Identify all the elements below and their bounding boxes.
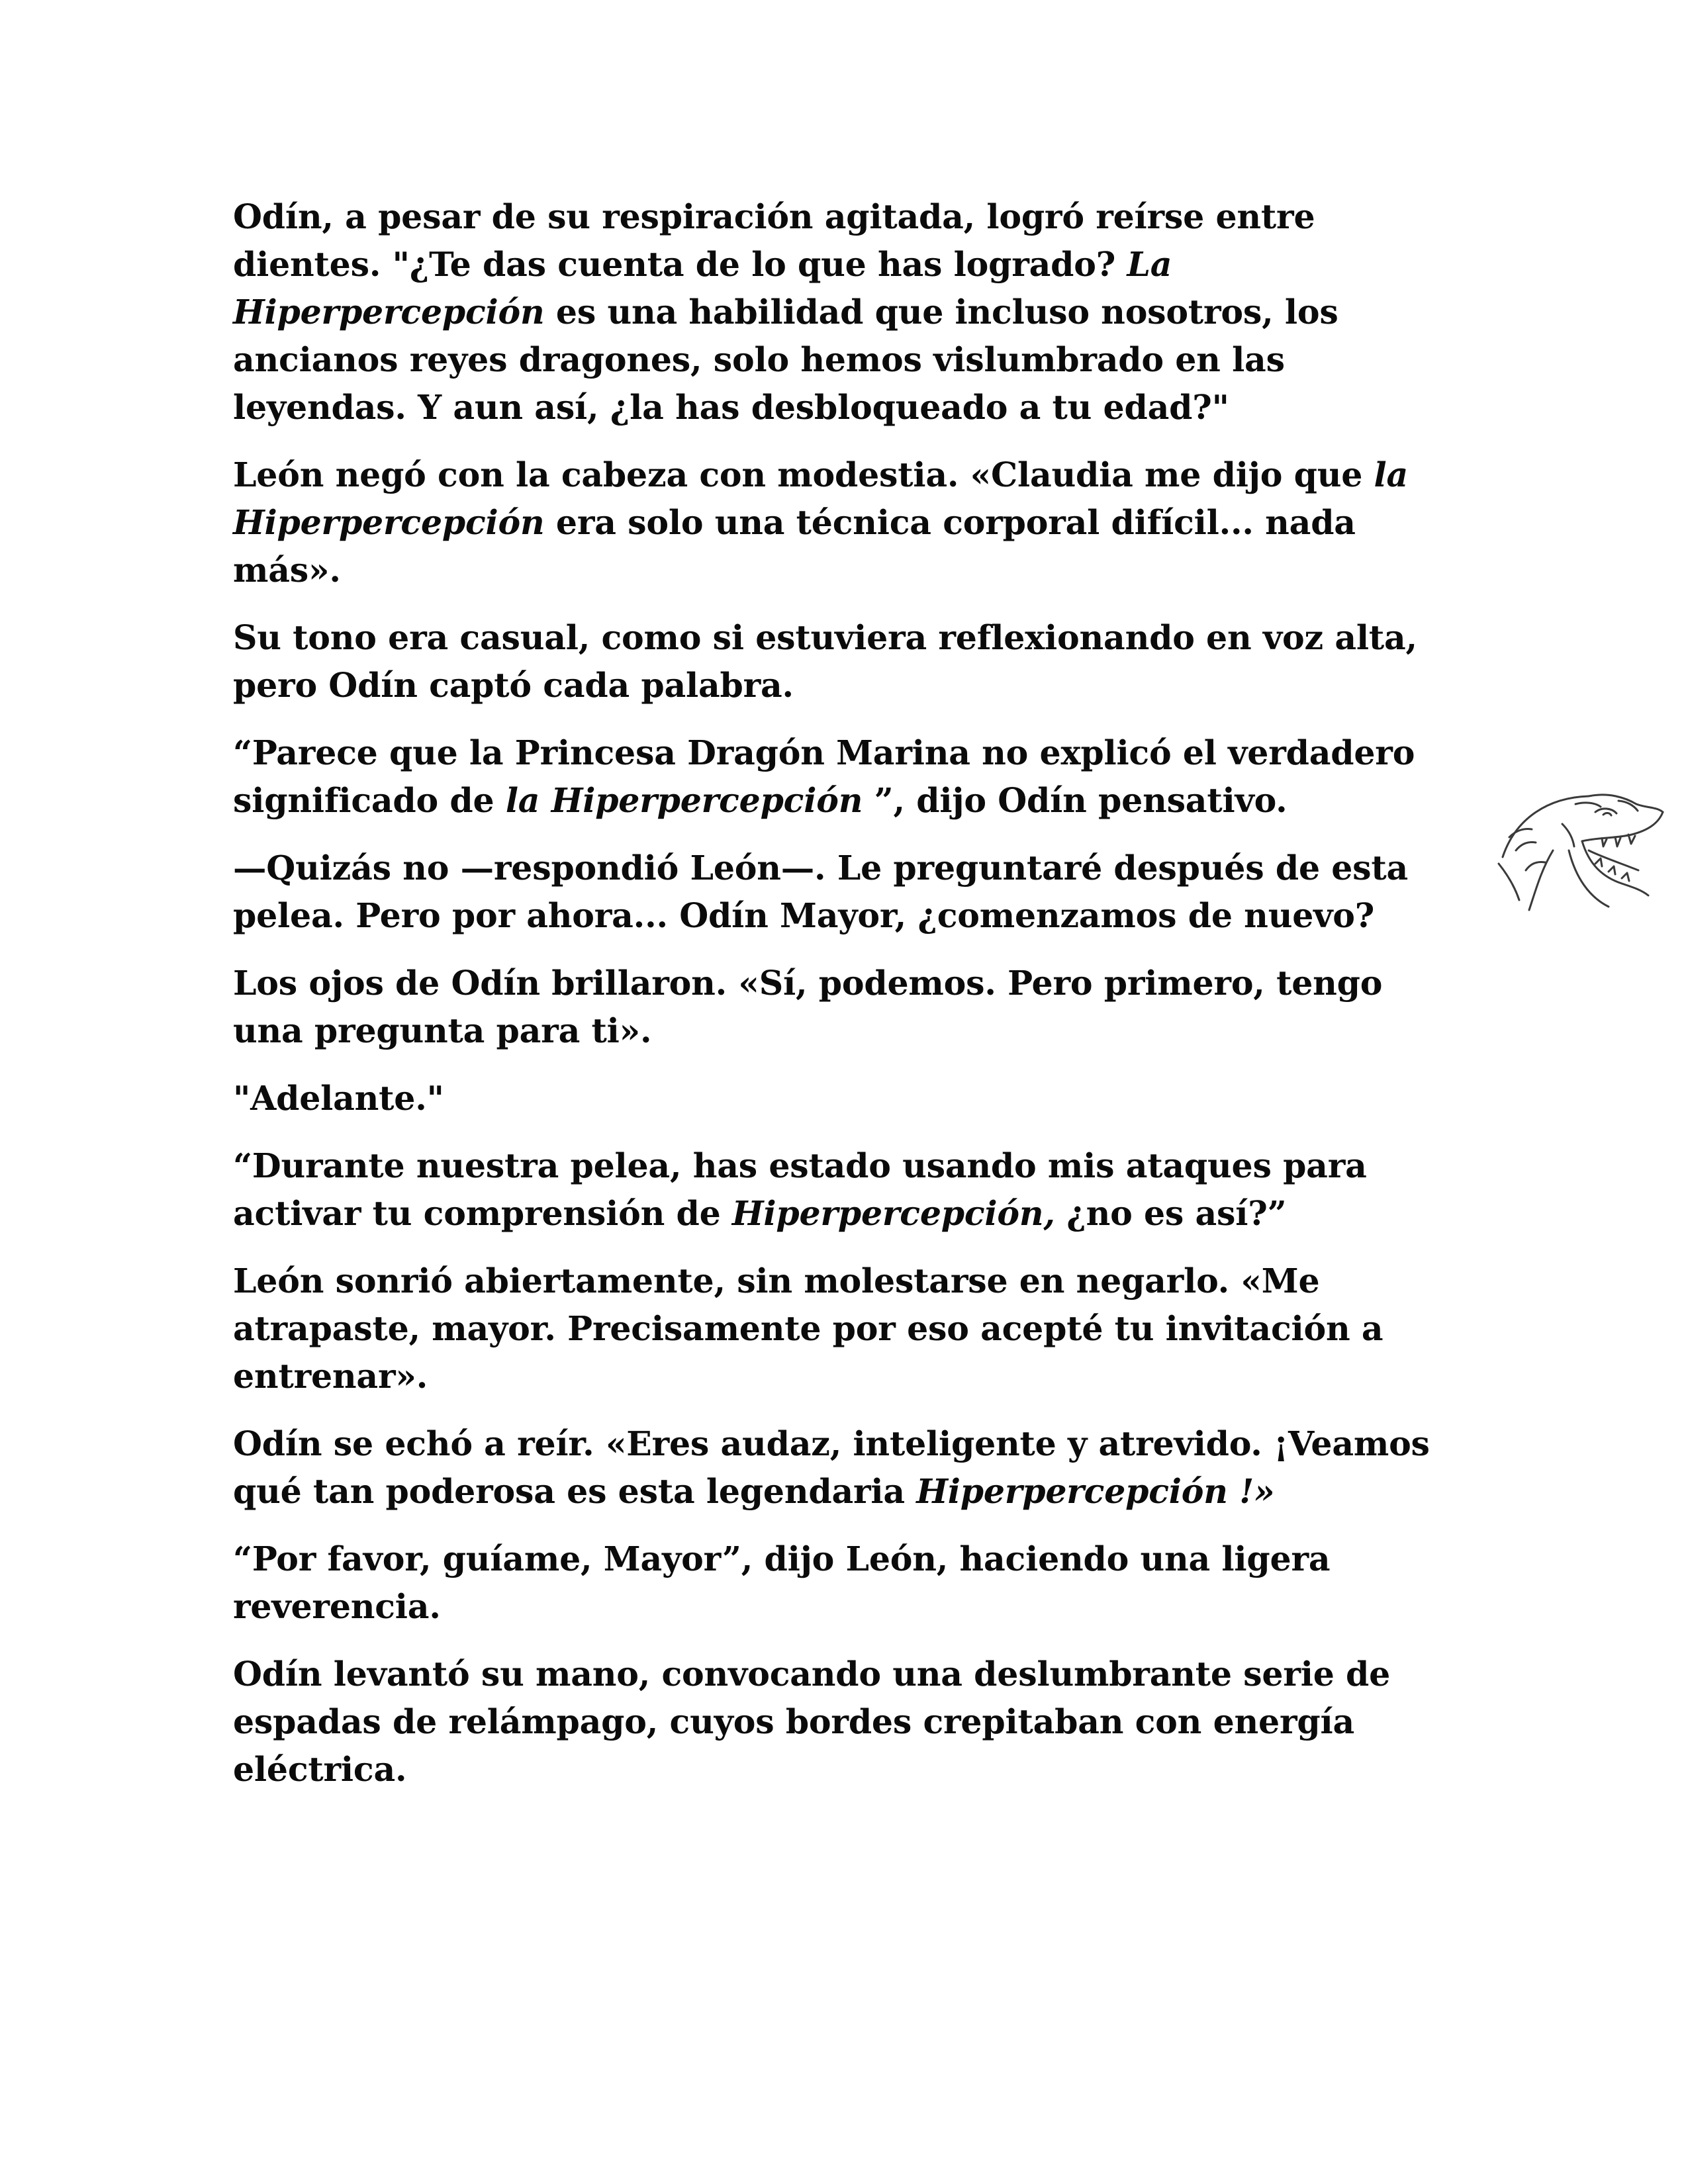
paragraph [233,729,1444,825]
text-run: ”, dijo Odín pensativo. [863,781,1288,820]
paragraph [233,614,1444,709]
text-run: León sonrió abiertamente, sin molestarse en negarlo. «Me atrapaste, mayor. Precisamente por eso acepté tu invitación a entrenar». [233,1261,1383,1396]
text-run: Odín, a pesar de su respiración agitada, logró reírse entre dientes. "¿Te das cuenta de lo que has logrado? [233,197,1315,284]
text-run: Su tono era casual, como si estuviera reflexionando en voz alta, pero Odín captó cada palabra. [233,618,1417,705]
paragraph [233,1257,1444,1400]
text-run: Los ojos de Odín brillaron. «Sí, podemos. Pero primero, tengo una pregunta para ti». [233,964,1383,1050]
paragraph [233,1142,1444,1238]
text-run: “Parece que la Princesa Dragón Marina no explicó el verdadero significado de [233,733,1415,820]
paragraph [233,451,1444,594]
italic-term: Hiperpercepción, [731,1194,1055,1233]
italic-term: Hiperpercepción !» [916,1472,1275,1511]
paragraph [233,193,1444,432]
text-run: León negó con la cabeza con modestia. «Claudia me dijo que [233,455,1374,494]
italic-term: la Hiperpercepción [233,455,1409,542]
text-run: Odín se echó a reír. «Eres audaz, inteligente y atrevido. ¡Veamos qué tan poderosa es esta legendaria [233,1424,1430,1511]
text-run: —Quizás no —respondió León—. Le preguntaré después de esta pelea. Pero por ahora... Odín Mayor, ¿comenzamos de nuevo? [233,848,1409,935]
text-run: es una habilidad que incluso nosotros, los ancianos reyes dragones, solo hemos vislumbrado en las leyendas. Y aun así, ¿la has desbloqueado a tu edad?" [233,293,1338,427]
dragon-head-sketch-icon [1489,778,1668,930]
italic-term: La Hiperpercepción [233,245,1172,332]
paragraph [233,844,1444,940]
paragraph [233,1420,1444,1516]
paragraph [233,1651,1444,1794]
text-run: “Por favor, guíame, Mayor”, dijo León, haciendo una ligera reverencia. [233,1539,1331,1626]
text-run: era solo una técnica corporal difícil... nada más». [233,503,1356,590]
text-run: “Durante nuestra pelea, has estado usando mis ataques para activar tu comprensión de [233,1146,1367,1233]
italic-term: la Hiperpercepción [505,781,863,820]
text-run: Odín levantó su mano, convocando una deslumbrante serie de espadas de relámpago, cuyos bordes crepitaban con energía eléctrica. [233,1655,1391,1789]
document-body [233,193,1444,1813]
paragraph [233,1075,1444,1122]
paragraph [233,960,1444,1055]
text-run: ¿no es así?” [1055,1194,1287,1233]
text-run: "Adelante." [233,1079,444,1118]
paragraph [233,1535,1444,1631]
